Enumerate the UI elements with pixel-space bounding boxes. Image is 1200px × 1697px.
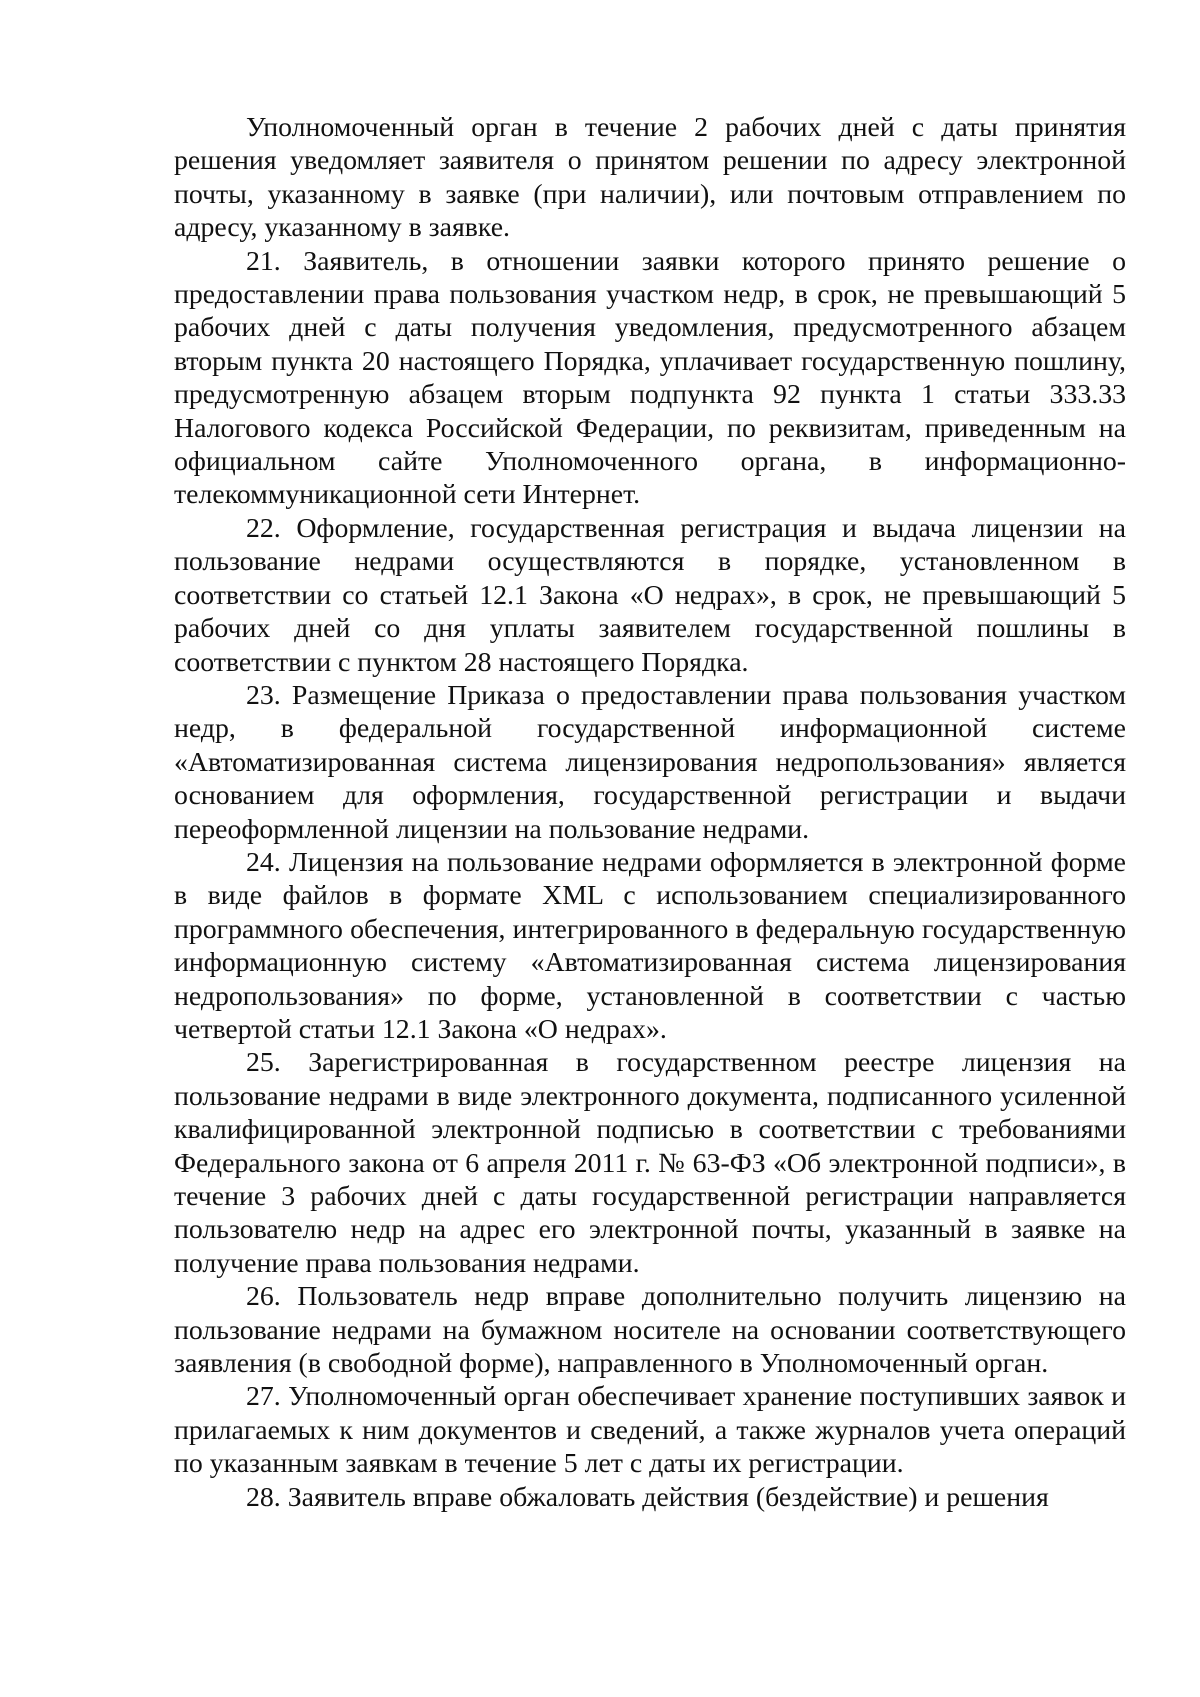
paragraph-number: 26. [246,1281,281,1313]
paragraph-text: Заявитель, в отношении заявки которого принято решение о предоставлении права пользования участком недр, в срок, не превышающий 5 рабочих дней с даты получения уведомления, предусмотренного абзацем вторым пункта 20 настоящего Порядка, уплачивает государственную пошлину, предусмотренную абзацем вторым подпункта 92 пункта 1 статьи 333.33 Налогового кодекса Российской Федерации, по реквизитам, приведенным на официальном сайте Уполномоченного органа, в информационно-телекоммуникационной сети Интернет. [174,245,1126,511]
paragraph-number: 21. [246,245,281,277]
paragraph-number: 22. [246,512,281,544]
paragraph-number: 25. [246,1047,281,1079]
paragraph-22 [174,512,1126,679]
paragraph-text: Зарегистрированная в государственном реестре лицензия на пользование недрами в виде электронного документа, подписанного усиленной квалифицированной электронной подписью в соответствии с требованиями Федерального закона от 6 апреля 2011 г. № 63-ФЗ «Об электронной подписи», в течение 3 рабочих дней с даты государственной регистрации направляется пользователю недр на адрес его электронной почты, указанный в заявке на получение права пользования недрами. [174,1047,1126,1279]
paragraph-number: 24. [246,846,281,878]
paragraph-intro [174,111,1126,245]
paragraph-number: 23. [246,679,281,711]
paragraph-text: Размещение Приказа о предоставлении права пользования участком недр, в федеральной государственной информационной системе «Автоматизированная система лицензирования недропользования» является основанием для оформления, государственной регистрации и выдачи переоформленной лицензии на пользование недрами. [174,679,1127,845]
paragraph-number: 27. [246,1381,281,1413]
paragraph-23 [174,679,1126,846]
paragraph-text: Оформление, государственная регистрация и выдача лицензии на пользование недрами осуществляются в порядке, установленном в соответствии со статьей 12.1 Закона «О недрах», в срок, не превышающий 5 рабочих дней со дня уплаты заявителем государственной пошлины в соответствии с пунктом 28 настоящего Порядка. [174,512,1126,678]
paragraph-24 [174,846,1126,1046]
document-page [174,111,1126,1514]
paragraph-25 [174,1046,1126,1280]
paragraph-text: Пользователь недр вправе дополнительно получить лицензию на пользование недрами на бумажном носителе на основании соответствующего заявления (в свободной форме), направленного в Уполномоченный орган. [174,1281,1126,1380]
paragraph-26 [174,1280,1126,1380]
paragraph-text: Уполномоченный орган в течение 2 рабочих дней с даты принятия решения уведомляет заявителя о принятом решении по адресу электронной почты, указанному в заявке (при наличии), или почтовым отправлением по адресу, указанному в заявке. [174,112,1126,244]
paragraph-number: 28. [246,1481,281,1513]
paragraph-text: Заявитель вправе обжаловать действия (бездействие) и решения [287,1481,1049,1513]
paragraph-text: Лицензия на пользование недрами оформляется в электронной форме в виде файлов в формате XML с использованием специализированного программного обеспечения, интегрированного в федеральную государственную информационную систему «Автоматизированная система лицензирования недропользования» по форме, установленной в соответствии с частью четвертой статьи 12.1 Закона «О недрах». [174,846,1127,1045]
paragraph-text: Уполномоченный орган обеспечивает хранение поступивших заявок и прилагаемых к ним документов и сведений, а также журналов учета операций по указанным заявкам в течение 5 лет с даты их регистрации. [174,1381,1126,1480]
paragraph-21 [174,245,1126,512]
paragraph-28 [174,1481,1126,1514]
paragraph-27 [174,1380,1126,1480]
